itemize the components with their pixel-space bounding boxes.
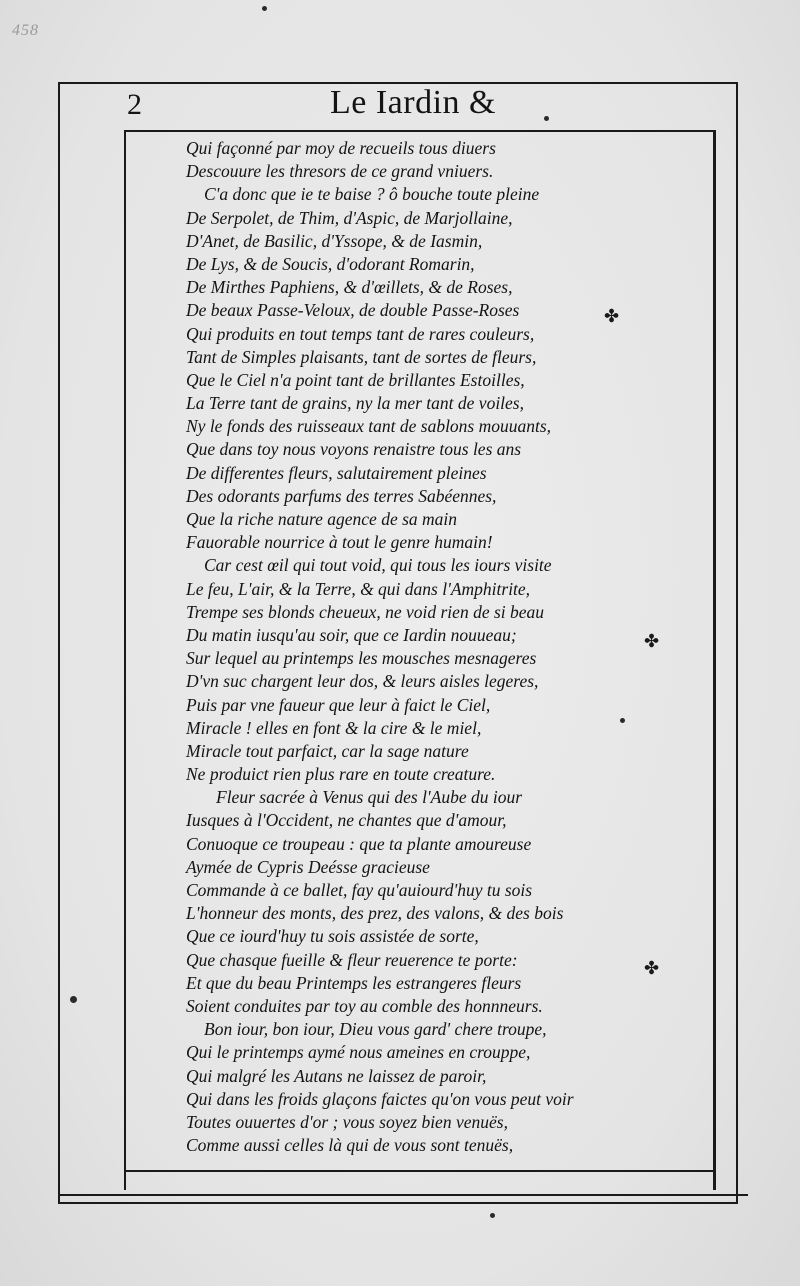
poem-line: Fauorable nourrice à tout le genre humain! [186, 532, 493, 553]
poem-line: Que le Ciel n'a point tant de brillantes Estoilles, [186, 369, 525, 390]
margin-note: 458 [12, 22, 39, 39]
poem-line: Comme aussi celles là qui de vous sont tenuës, [186, 1135, 514, 1156]
poem-line: Commande à ce ballet, fay qu'auiourd'huy tu sois [186, 880, 533, 900]
fleuron-ornament-icon: ✤ [604, 306, 620, 326]
poem-line: Sur lequel au printemps les mousches mesnageres [186, 648, 537, 669]
ink-speck [620, 718, 625, 723]
outer-bottom-rule [58, 1194, 748, 1196]
poem-text [186, 137, 606, 1157]
poem-line: Qui le printemps aymé nous ameines en crouppe, [186, 1042, 531, 1063]
poem-line: Du matin iusqu'au soir, que ce Iardin nouueau; [186, 624, 517, 645]
poem-line: Qui dans les froids glaçons faictes qu'on vous peut voir [186, 1088, 574, 1109]
poem-line: Conuoque ce troupeau : que ta plante amoureuse [186, 833, 532, 854]
poem-line: De Mirthes Paphiens, & d'œillets, & de Roses, [186, 277, 513, 298]
poem-line: Fleur sacrée à Venus qui des l'Aube du iour [216, 787, 523, 808]
poem-line: Trempe ses blonds cheueux, ne void rien de si beau [186, 601, 545, 622]
poem-line: Le feu, L'air, & la Terre, & qui dans l'Amphitrite, [186, 578, 531, 599]
poem-line: De Lys, & de Soucis, d'odorant Romarin, [186, 253, 475, 274]
poem-line: Qui malgré les Autans ne laissez de paroir, [186, 1065, 487, 1086]
poem-line: Toutes ouuertes d'or ; vous soyez bien venuës, [186, 1111, 508, 1132]
ink-speck [544, 116, 549, 121]
poem-line: Que chasque fueille & fleur reuerence te porte: [186, 949, 518, 970]
ink-speck [70, 996, 77, 1003]
poem-line: De beaux Passe-Veloux, de double Passe-Roses [186, 300, 520, 321]
poem-line: D'Anet, de Basilic, d'Yssope, & de Iasmin, [186, 230, 483, 251]
poem-line: De Serpolet, de Thim, d'Aspic, de Marjollaine, [186, 207, 513, 228]
poem-line: Ny le fonds des ruisseaux tant de sablons mouuants, [186, 416, 552, 437]
poem-line: Que ce iourd'huy tu sois assistée de sorte, [186, 926, 479, 947]
poem-line: Miracle ! elles en font & la cire & le miel, [186, 717, 482, 738]
poem-line: Que dans toy nous voyons renaistre tous les ans [186, 439, 522, 460]
poem-line: Soient conduites par toy au comble des honnneurs. [186, 995, 543, 1016]
running-title: Le Iardin & [330, 84, 496, 121]
poem-line: De differentes fleurs, salutairement pleines [186, 462, 487, 483]
poem-line: Bon iour, bon iour, Dieu vous gard' chere troupe, [204, 1019, 547, 1040]
poem-line: Tant de Simples plaisants, tant de sortes de fleurs, [186, 346, 537, 367]
poem-line: Des odorants parfums des terres Sabéennes, [186, 485, 497, 506]
fleuron-ornament-icon: ✤ [644, 631, 660, 651]
fleuron-ornament-icon: ✤ [644, 958, 660, 978]
poem-line: Ne produict rien plus rare en toute creature. [186, 764, 496, 785]
ink-speck [490, 1213, 495, 1218]
poem-line: Car cest œil qui tout void, qui tous les iours visite [204, 555, 552, 576]
poem-line: La Terre tant de grains, ny la mer tant de voiles, [186, 393, 524, 414]
poem-line: C'a donc que ie te baise ? ô bouche toute pleine [204, 184, 540, 205]
poem-line: D'vn suc chargent leur dos, & leurs aisles legeres, [186, 671, 539, 692]
inner-bottom-rule [124, 1170, 716, 1172]
poem-line: Que la riche nature agence de sa main [186, 509, 458, 529]
poem-line: Qui façonné par moy de recueils tous diuers [186, 138, 496, 158]
poem-line: Iusques à l'Occident, ne chantes que d'amour, [186, 810, 507, 831]
poem-line: Aymée de Cypris Deésse gracieuse [186, 856, 430, 877]
page-number: 2 [127, 88, 142, 121]
poem-line: Qui produits en tout temps tant de rares couleurs, [186, 323, 535, 344]
poem-line: L'honneur des monts, des prez, des valons, & des bois [186, 903, 564, 924]
poem-line: Miracle tout parfaict, car la sage nature [186, 740, 469, 761]
poem-line: Puis par vne faueur que leur à faict le Ciel, [186, 694, 491, 715]
poem-line: Descouure les thresors de ce grand vniuers. [186, 161, 494, 182]
ink-speck [262, 6, 267, 11]
poem-line: Et que du beau Printemps les estrangeres fleurs [186, 972, 522, 993]
